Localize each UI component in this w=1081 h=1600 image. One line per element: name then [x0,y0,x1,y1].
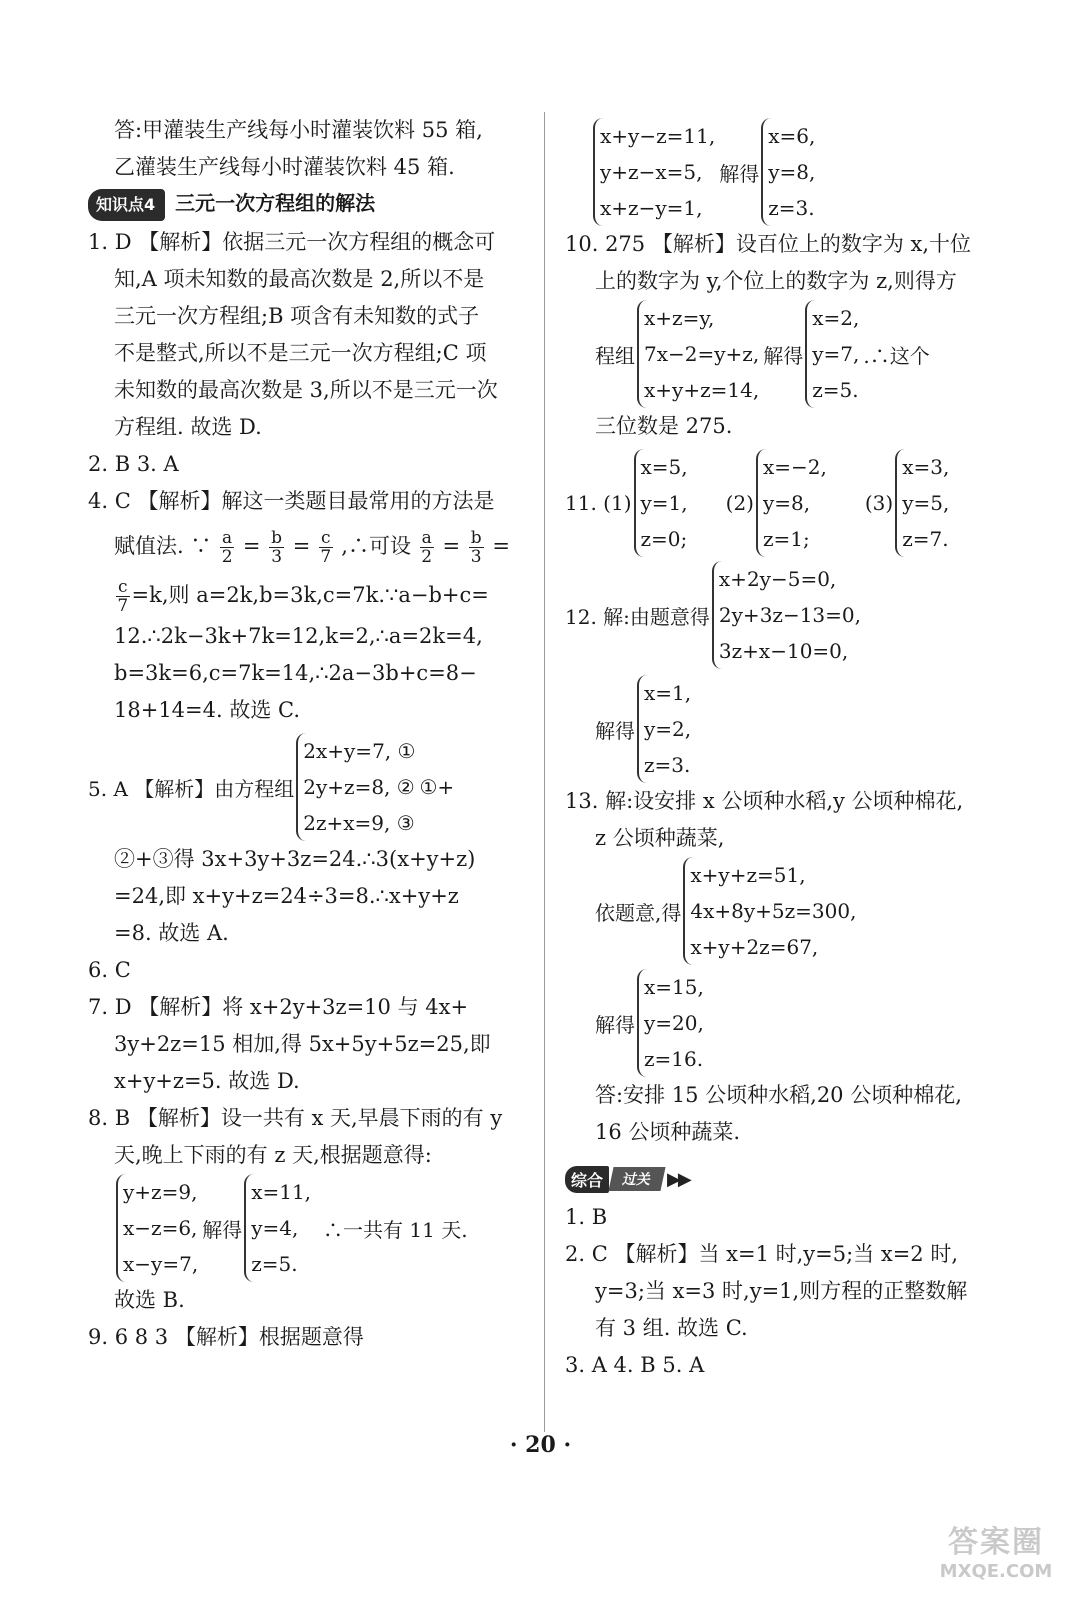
q4-text: = [442,534,461,558]
solution: x=5, [640,455,688,479]
q11-systems [565,449,1020,557]
z2-line: 有 3 组. 故选 C. [595,1316,748,1340]
q13-line: z 公顷种蔬菜, [595,826,725,850]
q13-answer: 16 公顷种蔬菜. [595,1120,741,1144]
equation: x−y=7, [123,1252,199,1276]
equation: x+y+z=51, [690,863,806,887]
q1-line: 1. D 【解析】依据三元一次方程组的概念可 [88,230,496,254]
solution-brace [761,118,815,226]
equation-brace [712,561,861,669]
q5-line: =8. 故选 A. [114,921,229,945]
section-badge-sub: 过关 [608,1167,665,1191]
equation: 7x−2=y+z, [644,342,760,366]
q5-line: ②+③得 3x+3y+3z=24.∴3(x+y+z) [114,847,476,871]
equation: x+z=y, [644,306,715,330]
solution: z=3. [644,753,691,777]
solution: y=8, [768,160,816,184]
q1-line: 不是整式,所以不是三元一次方程组;C 项 [114,341,487,365]
q11-label: 11. (1) [565,491,632,515]
left-column [88,112,528,1356]
solution: x=−2, [762,455,827,479]
solution: z=7. [902,527,949,551]
knowledge-point-badge: 知识点4 [88,189,165,221]
q10-line: 10. 275 【解析】设百位上的数字为 x,十位 [565,232,972,256]
fraction-b-3: $\frac{b}{3}$ [271,528,283,567]
q12-sol-label: 解得 [595,718,635,743]
equation: x+z−y=1, [600,196,703,220]
equation-brace [683,857,856,965]
solution: z=1; [762,527,810,551]
fraction-a-2: $\frac{a}{2}$ [421,528,433,567]
fraction-c-7: $\frac{c}{7}$ [320,528,332,567]
solution: z=0; [640,527,688,551]
q13-label: 依题意,得 [595,900,682,925]
q5-label: 5. A 【解析】由方程组 [88,776,295,801]
q6-answer: 6. C [88,958,131,982]
equation: x−z=6, [123,1216,198,1240]
q4-line: 4. C 【解析】解这一类题目最常用的方法是 [88,489,495,513]
column-divider [544,112,545,1432]
q4-text: = [492,534,510,558]
q7-line: 3y+2z=15 相加,得 5x+5y+5z=25,即 [114,1032,491,1056]
q12-system [565,561,1020,669]
watermark-text: 答案圈 [948,1525,1044,1560]
q4-text: = [292,534,311,558]
q7-line: x+y+z=5. 故选 D. [114,1069,300,1093]
q10-tail: .∴这个 [863,343,930,368]
q5-system [88,733,528,841]
solution: y=8, [762,491,811,515]
watermark-url: MXQE.COM [939,1561,1053,1582]
solution: z=16. [644,1047,704,1071]
equation-brace [116,1174,198,1282]
solution: y=7, [812,342,860,366]
q2-q3-answer: 2. B 3. A [88,452,179,476]
solution: y=4, [251,1216,299,1240]
q11-label: (2) [725,491,754,515]
q5-tail: ①+ [419,775,455,799]
q10-line: 三位数是 275. [595,414,733,438]
q1-line: 未知数的最高次数是 3,所以不是三元一次 [114,378,498,402]
equation: 2y+z=8, ② [303,775,415,799]
solution-brace [634,449,688,557]
q4-fraction-line [88,520,528,572]
solution: x=15, [644,975,704,999]
equation: x+y−z=11, [600,124,716,148]
q1-line: 知,A 项未知数的最高次数是 2,所以不是 [114,267,485,291]
q4-text: ,∴可设 [341,534,411,558]
equation: y+z=9, [123,1180,198,1204]
q11-label: (3) [864,491,894,515]
q9-mid: 解得 [719,161,760,186]
q4-fraction-line [88,572,528,618]
solution-brace [244,1174,311,1282]
q4-line: 12.∴2k−3k+7k=12,k=2,∴a=2k=4, [114,624,483,648]
equation: 2y+3z−13=0, [718,603,861,627]
solution: x=3, [902,455,950,479]
equation: x+y+z=14, [644,378,760,402]
q5-line: =24,即 x+y+z=24÷3=8.∴x+y+z [114,884,459,908]
q8-line: 天,晚上下雨的有 z 天,根据题意得: [114,1143,432,1167]
q4-text: = [242,534,261,558]
solution: x=11, [251,1180,312,1204]
answer-line: 答:甲灌装生产线每小时灌装饮料 55 箱, [114,118,483,142]
solution: y=2, [644,717,692,741]
q13-system [565,857,1020,965]
equation: y+z−x=5, [600,160,703,184]
q10-mid: 解得 [763,343,804,368]
equation: 4x+8y+5z=300, [690,899,857,923]
q8-line: 故选 B. [114,1288,185,1312]
watermark-logo [921,1517,1071,1582]
q8-line: 8. B 【解析】设一共有 x 天,早晨下雨的有 y [88,1106,503,1130]
q1-line: 方程组. 故选 D. [114,415,262,439]
comprehensive-section-header [565,1165,689,1193]
equation: x+y+2z=67, [690,935,819,959]
solution: z=3. [768,196,815,220]
q8-tail: ∴一共有 11 天. [323,1217,468,1242]
q4-text: 赋值法. ∵ [114,534,212,558]
q10-line: 上的数字为 y,个位上的数字为 z,则得方 [595,269,957,293]
fraction-a-2: $\frac{a}{2}$ [221,528,233,567]
solution-brace [895,449,949,557]
q13-solution [565,969,1020,1077]
equation: x+2y−5=0, [718,567,837,591]
z1-answer: 1. B [565,1205,608,1229]
equation-brace [593,118,715,226]
q13-answer: 答:安排 15 公顷种水稻,20 公顷种棉花, [595,1083,962,1107]
q9-system [565,118,1020,226]
q13-line: 13. 解:设安排 x 公顷种水稻,y 公顷种棉花, [565,789,964,813]
z3-answer: 3. A 4. B 5. A [565,1353,705,1377]
solution: y=20, [644,1011,704,1035]
solution-brace [637,675,691,783]
solution: x=6, [768,124,816,148]
q13-sol-label: 解得 [595,1012,635,1037]
arrow-icon: ▶▶ [667,1168,689,1190]
knowledge-point-title: 三元一次方程组的解法 [175,191,376,215]
answer-line: 乙灌装生产线每小时灌装饮料 45 箱. [114,155,455,179]
z2-line: 2. C 【解析】当 x=1 时,y=5;当 x=2 时, [565,1242,959,1266]
q4-line: 18+14=4. 故选 C. [114,698,301,722]
z2-line: y=3;当 x=3 时,y=1,则方程的正整数解 [595,1279,968,1303]
fraction-b-3: $\frac{b}{3}$ [470,528,482,567]
solution-brace [756,449,827,557]
solution: z=5. [812,378,859,402]
equation-brace [296,733,415,841]
page-number: · 20 · [509,1432,572,1458]
q12-solution [565,675,1020,783]
solution: z=5. [251,1252,298,1276]
q8-system [88,1174,528,1282]
q4-text: =k,则 a=2k,b=3k,c=7k.∵a−b+c= [131,583,489,607]
fraction-c-7: $\frac{c}{7}$ [117,577,129,616]
q12-label: 12. 解:由题意得 [565,604,710,629]
q8-mid: 解得 [202,1217,243,1242]
solution: x=1, [644,681,692,705]
solution-brace [637,969,704,1077]
q10-system [565,300,1020,408]
equation: 2z+x=9, ③ [303,811,415,835]
equation-brace [637,300,759,408]
solution: y=1, [640,491,688,515]
knowledge-point-header [88,188,528,218]
right-column [565,112,1020,1384]
q7-line: 7. D 【解析】将 x+2y+3z=10 与 4x+ [88,995,469,1019]
solution-brace [805,300,859,408]
equation: 3z+x−10=0, [718,639,849,663]
section-badge: 综合 [565,1166,609,1193]
solution: x=2, [812,306,860,330]
q10-label: 程组 [595,343,635,368]
q4-line: b=3k=6,c=7k=14,∴2a−3b+c=8− [114,661,477,685]
solution: y=5, [902,491,950,515]
q1-line: 三元一次方程组;B 项含有未知数的式子 [114,304,480,328]
q9-line: 9. 6 8 3 【解析】根据题意得 [88,1325,364,1349]
equation: 2x+y=7, ① [303,739,416,763]
